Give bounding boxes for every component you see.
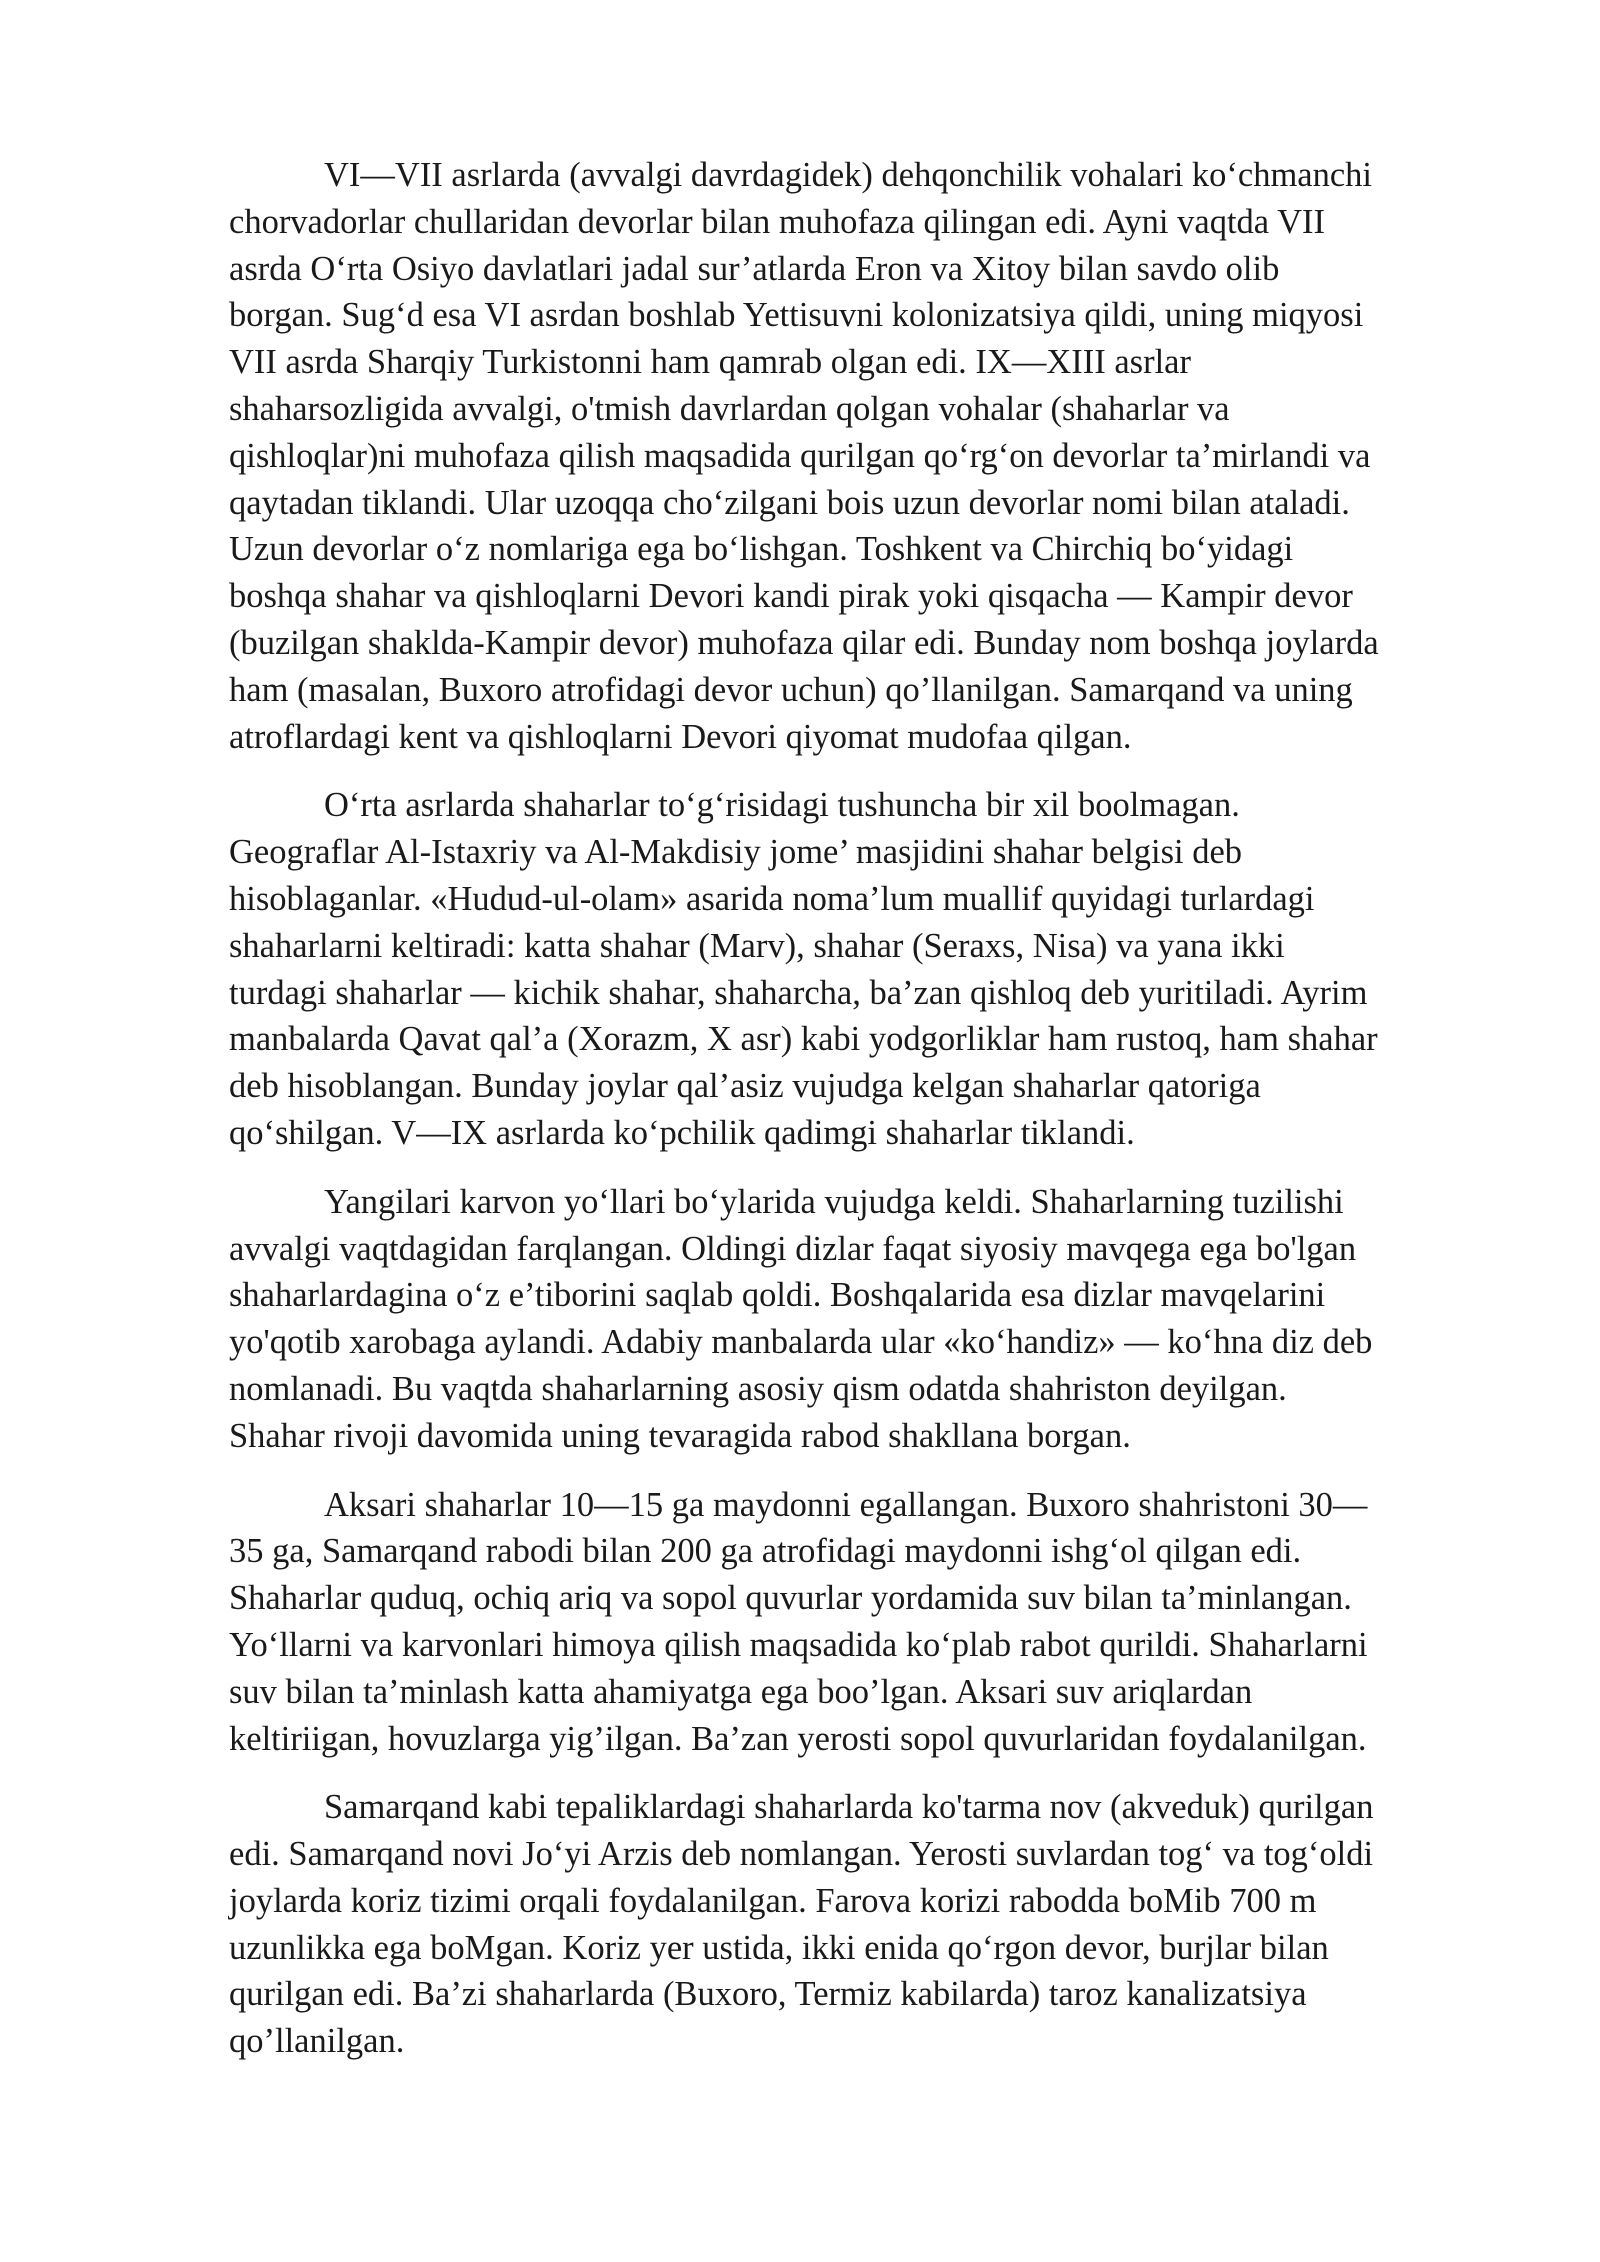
text-line: suv bilan ta’minlash katta ahamiyatga ega boo’lgan. Aksari suv ariqlardan [229,1672,1253,1711]
text-line: Samarqand kabi tepaliklardagi shaharlarda ko'tarma nov (akveduk) qurilgan [324,1788,1374,1827]
text-line: (buzilgan shaklda-Kampir devor) muhofaza qilar edi. Bunday nom boshqa joylarda [229,623,1379,662]
text-line: joylarda koriz tizimi orqali foydalanilgan. Farova korizi rabodda boMib 700 m [229,1881,1317,1920]
text-line: asrda O‘rta Osiyo davlatlari jadal sur’atlarda Eron va Xitoy bilan savdo olib [229,249,1280,288]
text-line: Shaharlar quduq, ochiq ariq va sopol quvurlar yordamida suv bilan ta’minlangan. [229,1579,1352,1618]
text-line: qishloqlar)ni muhofaza qilish maqsadida qurilgan qo‘rg‘on devorlar ta’mirlandi va [229,436,1371,475]
paragraph-1 [229,152,1499,760]
text-line: shaharsozligida avvalgi, o'tmish davrlardan qolgan vohalar (shaharlar va [229,389,1230,428]
text-line: qurilgan edi. Ba’zi shaharlarda (Buxoro, Termiz kabilarda) taroz kanalizatsiya [229,1975,1307,2014]
text-line: keltiriigan, hovuzlarga yig’ilgan. Ba’zan yerosti sopol quvurlaridan foydalanilgan. [229,1719,1367,1758]
text-line: chorvadorlar chullaridan devorlar bilan muhofaza qilingan edi. Ayni vaqtda VII [229,202,1325,241]
text-line: 35 ga, Samarqand rabodi bilan 200 ga atrofidagi maydonni ishg‘ol qilgan edi. [229,1532,1302,1571]
text-line: Uzun devorlar o‘z nomlariga ega bo‘lishgan. Toshkent va Chirchiq bo‘yidagi [229,530,1294,569]
text-line: yo'qotib xarobaga aylandi. Adabiy manbalarda ular «ko‘handiz» — ko‘hna diz deb [229,1323,1373,1362]
text-line: Shahar rivoji davomida uning tevaragida rabod shakllana borgan. [229,1416,1131,1455]
text-line: ham (masalan, Buxoro atrofidagi devor uchun) qo’llanilgan. Samarqand va uning [229,670,1353,709]
text-line: atroflardagi kent va qishloqlarni Devori qiyomat mudofaa qilgan. [229,717,1132,756]
text-line: shaharlarni keltiradi: katta shahar (Marv), shahar (Seraxs, Nisa) va yana ikki [229,926,1285,965]
text-line: nomlanadi. Bu vaqtda shaharlarning asosiy qism odatda shahriston deyilgan. [229,1369,1287,1408]
paragraph-4 [229,1482,1499,1763]
paragraph-3 [229,1179,1499,1460]
text-line: uzunlikka ega boMgan. Koriz yer ustida, ikki enida qo‘rgon devor, burjlar bilan [229,1928,1329,1967]
text-line: Yangilari karvon yo‘llari bo‘ylarida vujudga keldi. Shaharlarning tuzilishi [324,1182,1344,1221]
text-line: O‘rta asrlarda shaharlar to‘g‘risidagi tushuncha bir xil boolmagan. [324,786,1240,825]
text-line: hisoblaganlar. «Hudud-ul-olam» asarida noma’lum muallif quyidagi turlardagi [229,879,1315,918]
text-line: Yo‘llarni va karvonlari himoya qilish maqsadida ko‘plab rabot qurildi. Shaharlarni [229,1625,1368,1664]
text-line: VII asrda Sharqiy Turkistonni ham qamrab olgan edi. IX—XIII asrlar [229,343,1191,382]
paragraph-2 [229,782,1499,1156]
text-line: boshqa shahar va qishloqlarni Devori kandi pirak yoki qisqacha — Kampir devor [229,577,1353,616]
text-line: turdagi shaharlar — kichik shahar, shaharcha, ba’zan qishloq deb yuritiladi. Ayrim [229,973,1368,1012]
text-line: edi. Samarqand novi Jo‘yi Arzis deb nomlangan. Yerosti suvlardan tog‘ va tog‘oldi [229,1835,1374,1874]
text-line: qo‘shilgan. V—IX asrlarda ko‘pchilik qadimgi shaharlar tiklandi. [229,1113,1135,1152]
text-line: shaharlardagina o‘z e’tiborini saqlab qoldi. Boshqalarida esa dizlar mavqelarini [229,1276,1326,1315]
text-line: avvalgi vaqtdagidan farqlangan. Oldingi dizlar faqat siyosiy mavqega ega bo'lgan [229,1229,1357,1268]
text-line: qo’llanilgan. [229,2022,405,2061]
text-line: borgan. Sug‘d esa VI asrdan boshlab Yettisuvni kolonizatsiya qildi, uning miqyosi [229,296,1364,335]
text-line: deb hisoblangan. Bunday joylar qal’asiz vujudga kelgan shaharlar qatoriga [229,1067,1261,1106]
paragraph-5 [229,1784,1499,2065]
text-body [229,152,1499,2087]
text-line: VI—VII asrlarda (avvalgi davrdagidek) dehqonchilik vohalari ko‘chmanchi [324,156,1373,194]
text-line: manbalarda Qavat qal’a (Xorazm, X asr) kabi yodgorliklar ham rustoq, ham shahar [229,1020,1378,1059]
text-line: qaytadan tiklandi. Ular uzoqqa cho‘zilgani bois uzun devorlar nomi bilan ataladi. [229,483,1350,522]
text-line: Aksari shaharlar 10—15 ga maydonni egallangan. Buxoro shahristoni 30— [324,1485,1368,1524]
text-line: Geograflar Al-Istaxriy va Al-Makdisiy jome’ masjidini shahar belgisi deb [229,833,1243,872]
